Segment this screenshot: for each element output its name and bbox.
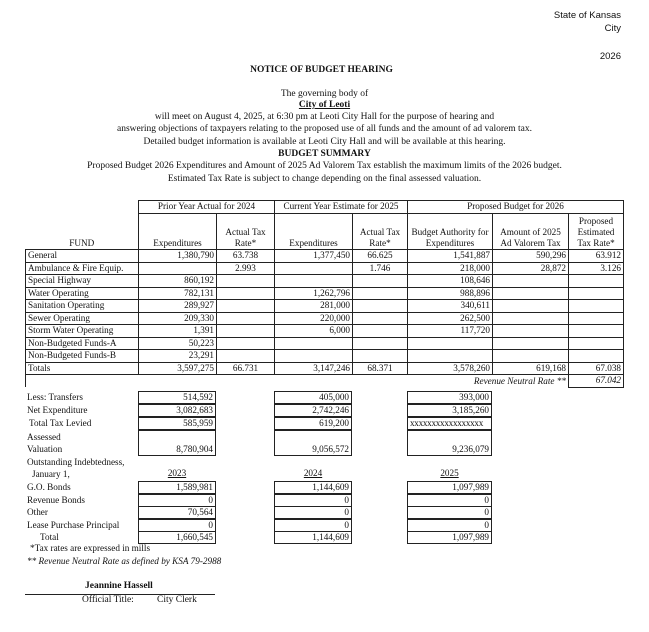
state-label: State of Kansas: [553, 10, 621, 21]
fund-row: [26, 300, 624, 313]
cell-prior-rate: [217, 300, 275, 313]
cell-prior-exp: 209,330: [139, 312, 217, 325]
totals-cur-rate: 68.371: [353, 362, 408, 375]
assessed-valuation-current: 9,056,572: [274, 430, 352, 456]
indebtedness-year-3: 2025: [440, 468, 459, 478]
cell-prop-rate: [569, 275, 624, 288]
cell-prior-rate: [217, 337, 275, 350]
cell-adval: [493, 350, 569, 363]
cell-prior-rate: [217, 312, 275, 325]
cell-adval: [493, 287, 569, 300]
cell-budget: 262,500: [408, 312, 493, 325]
totals-cur-exp: 3,147,246: [275, 362, 353, 375]
totals-budget: 3,578,260: [408, 362, 493, 375]
indebtedness-value: 1,144,609: [274, 531, 352, 544]
indebtedness-value: 1,144,609: [274, 481, 352, 494]
col-header-prior-rate: Actual Tax Rate*: [217, 213, 275, 250]
indebtedness-value: 1,589,981: [138, 481, 216, 494]
indebtedness-row-label: Total: [40, 532, 59, 543]
col-header-cur-exp: Expenditures: [275, 213, 353, 250]
cell-prop-rate: [569, 325, 624, 338]
cell-fund: Non-Budgeted Funds-B: [26, 350, 139, 363]
indebtedness-value: 0: [138, 494, 216, 507]
totals-ad-valorem: 619,168: [493, 362, 569, 375]
cell-prop-rate: [569, 350, 624, 363]
indebtedness-row-label: Revenue Bonds: [27, 494, 85, 505]
cell-cur-rate: 66.625: [353, 250, 408, 263]
total-tax-levied-current: 619,200: [274, 417, 352, 430]
indebtedness-value: 0: [274, 494, 352, 507]
assessed-valuation-prior: 8,780,904: [138, 430, 216, 456]
cell-cur-rate: [353, 312, 408, 325]
revenue-neutral-label: Revenue Neutral Rate **: [26, 375, 569, 388]
revenue-neutral-row: [26, 375, 624, 388]
indebtedness-label-2: January 1,: [32, 469, 70, 479]
group-header-proposed: Proposed Budget for 2026: [408, 201, 624, 214]
cell-cur-exp: 6,000: [275, 325, 353, 338]
cell-adval: [493, 300, 569, 313]
col-header-cur-rate: Actual Tax Rate*: [353, 213, 408, 250]
indebtedness-value: 1,660,545: [138, 531, 216, 544]
cell-cur-rate: [353, 350, 408, 363]
cell-adval: 28,872: [493, 262, 569, 275]
col-header-budget-authority: Budget Authority for Expenditures: [408, 213, 493, 250]
notice-line-detailed: Detailed budget information is available at Leoti City Hall and will be available at this hearing.: [143, 137, 506, 147]
cell-cur-rate: [353, 275, 408, 288]
entity-type: City: [604, 23, 621, 34]
cell-fund: Water Operating: [26, 287, 139, 300]
notice-title: NOTICE OF BUDGET HEARING: [250, 65, 393, 75]
fund-row: [26, 275, 624, 288]
cell-prior-exp: 50,223: [139, 337, 217, 350]
group-header-row: [26, 201, 624, 214]
indebtedness-year-1: 2023: [167, 468, 187, 478]
cell-budget: [408, 350, 493, 363]
less-transfers-prior: 514,592: [138, 391, 216, 404]
cell-prop-rate: 63.912: [569, 250, 624, 263]
cell-prior-rate: [217, 325, 275, 338]
total-tax-levied-label: Total Tax Levied: [29, 418, 92, 428]
cell-adval: [493, 275, 569, 288]
cell-cur-exp: 281,000: [275, 300, 353, 313]
cell-fund: Ambulance & Fire Equip.: [26, 262, 139, 275]
cell-fund: Non-Budgeted Funds-A: [26, 337, 139, 350]
cell-cur-exp: 1,377,450: [275, 250, 353, 263]
cell-cur-exp: 220,000: [275, 312, 353, 325]
indebtedness-value: 1,097,989: [407, 481, 492, 494]
cell-fund: Sewer Operating: [26, 312, 139, 325]
cell-fund: General: [26, 250, 139, 263]
assessed-valuation-label-2: Valuation: [27, 444, 63, 454]
cell-adval: [493, 337, 569, 350]
net-expenditure-prior: 3,082,683: [138, 404, 216, 417]
cell-cur-rate: 1.746: [353, 262, 408, 275]
footnote-mills: *Tax rates are expressed in mills: [30, 543, 151, 553]
totals-label: Totals: [26, 362, 139, 375]
fund-row: [26, 350, 624, 363]
cell-prior-rate: [217, 287, 275, 300]
indebtedness-row-label: Lease Purchase Principal: [27, 519, 120, 530]
official-title-label: Official Title:: [82, 595, 134, 605]
cell-prior-rate: 2.993: [217, 262, 275, 275]
cell-cur-exp: 1,262,796: [275, 287, 353, 300]
header-state: [554, 9, 621, 35]
indebtedness-value: 0: [407, 494, 492, 507]
indebtedness-value: 0: [407, 519, 492, 532]
cell-budget: 340,611: [408, 300, 493, 313]
cell-budget: 988,896: [408, 287, 493, 300]
cell-prior-exp: 860,192: [139, 275, 217, 288]
cell-prior-rate: 63.738: [217, 250, 275, 263]
footnote-revenue-neutral: ** Revenue Neutral Rate as defined by KSA 79-2988: [27, 556, 222, 566]
notice-line-governing: The governing body of: [280, 89, 369, 99]
cell-cur-rate: [353, 325, 408, 338]
cell-prior-exp: [139, 262, 217, 275]
cell-prior-exp: 1,380,790: [139, 250, 217, 263]
cell-prior-rate: [217, 350, 275, 363]
cell-cur-rate: [353, 300, 408, 313]
cell-prior-rate: [217, 275, 275, 288]
indebtedness-row-label: G.O. Bonds: [27, 482, 71, 492]
revenue-neutral-value: 67.042: [569, 375, 624, 388]
indebtedness-value: 0: [274, 506, 352, 519]
cell-budget: 108,646: [408, 275, 493, 288]
cell-cur-rate: [353, 337, 408, 350]
notice-line-meeting: will meet on August 4, 2025, at 6:30 pm at Leoti City Hall for the purpose of hearing and: [154, 112, 495, 122]
budget-summary-table: [25, 200, 624, 388]
budget-summary-title: BUDGET SUMMARY: [278, 149, 371, 159]
cell-prop-rate: 3.126: [569, 262, 624, 275]
total-tax-levied-prior: 585,959: [138, 417, 216, 430]
indebtedness-label-1: Outstanding Indebtedness,: [27, 457, 125, 467]
cell-fund: Sanitation Operating: [26, 300, 139, 313]
cell-fund: Storm Water Operating: [26, 325, 139, 338]
indebtedness-value: 0: [407, 506, 492, 519]
less-transfers-current: 405,000: [274, 391, 352, 404]
cell-cur-rate: [353, 287, 408, 300]
indebtedness-value: 0: [138, 519, 216, 532]
cell-prop-rate: [569, 300, 624, 313]
cell-prop-rate: [569, 312, 624, 325]
column-header-row: [26, 213, 624, 250]
cell-cur-exp: [275, 275, 353, 288]
cell-prop-rate: [569, 287, 624, 300]
signer-name: Jeannine Hassell: [85, 581, 153, 591]
cell-cur-exp: [275, 262, 353, 275]
cell-budget: 1,541,887: [408, 250, 493, 263]
group-header-prior: Prior Year Actual for 2024: [139, 201, 275, 214]
total-tax-levied-proposed: xxxxxxxxxxxxxxxxx: [407, 417, 492, 430]
fund-row: [26, 337, 624, 350]
group-header-current: Current Year Estimate for 2025: [275, 201, 408, 214]
col-header-ad-valorem: Amount of 2025 Ad Valorem Tax: [493, 213, 569, 250]
indebtedness-value: 70,564: [138, 506, 216, 519]
notice-line-estimated: Estimated Tax Rate is subject to change depending on the final assessed valuation.: [167, 174, 482, 184]
notice-line-proposed: Proposed Budget 2026 Expenditures and Amount of 2025 Ad Valorem Tax establish the maximum limits of the 2026 budget.: [87, 161, 562, 171]
indebtedness-value: 1,097,989: [407, 531, 492, 544]
cell-budget: [408, 337, 493, 350]
totals-proposed-rate: 67.038: [569, 362, 624, 375]
cell-adval: [493, 325, 569, 338]
col-header-proposed-rate: Proposed Estimated Tax Rate*: [569, 213, 624, 250]
indebtedness-value: 0: [274, 519, 352, 532]
indebtedness-year-2: 2024: [303, 468, 323, 478]
fund-row: [26, 250, 624, 263]
cell-prior-exp: 1,391: [139, 325, 217, 338]
cell-cur-exp: [275, 350, 353, 363]
assessed-valuation-proposed: 9,236,079: [407, 430, 492, 456]
totals-prior-exp: 3,597,275: [139, 362, 217, 375]
header-year: 2026: [599, 51, 621, 62]
fund-row: [26, 325, 624, 338]
fund-row: [26, 312, 624, 325]
net-expenditure-current: 2,742,246: [274, 404, 352, 417]
cell-prop-rate: [569, 337, 624, 350]
fund-row: [26, 287, 624, 300]
col-header-fund: FUND: [26, 213, 139, 250]
cell-adval: 590,296: [493, 250, 569, 263]
cell-prior-exp: 289,927: [139, 300, 217, 313]
net-expenditure-label: Net Expenditure: [27, 405, 88, 415]
cell-budget: 218,000: [408, 262, 493, 275]
col-header-prior-exp: Expenditures: [139, 213, 217, 250]
assessed-valuation-label-1: Assessed: [27, 432, 61, 442]
cell-prior-exp: 782,131: [139, 287, 217, 300]
notice-line-objections: answering objections of taxpayers relating to the proposed use of all funds and the amount of ad valorem tax.: [117, 124, 532, 134]
entity-name: City of Leoti: [298, 100, 351, 110]
less-transfers-proposed: 393,000: [407, 391, 492, 404]
less-transfers-label: Less: Transfers: [27, 392, 83, 402]
net-expenditure-proposed: 3,185,260: [407, 404, 492, 417]
totals-row: [26, 362, 624, 375]
cell-fund: Special Highway: [26, 275, 139, 288]
cell-cur-exp: [275, 337, 353, 350]
fund-row: [26, 262, 624, 275]
cell-budget: 117,720: [408, 325, 493, 338]
cell-prior-exp: 23,291: [139, 350, 217, 363]
totals-prior-rate: 66.731: [217, 362, 275, 375]
cell-adval: [493, 312, 569, 325]
indebtedness-row-label: Other: [27, 507, 48, 518]
official-title-value: City Clerk: [157, 595, 197, 605]
